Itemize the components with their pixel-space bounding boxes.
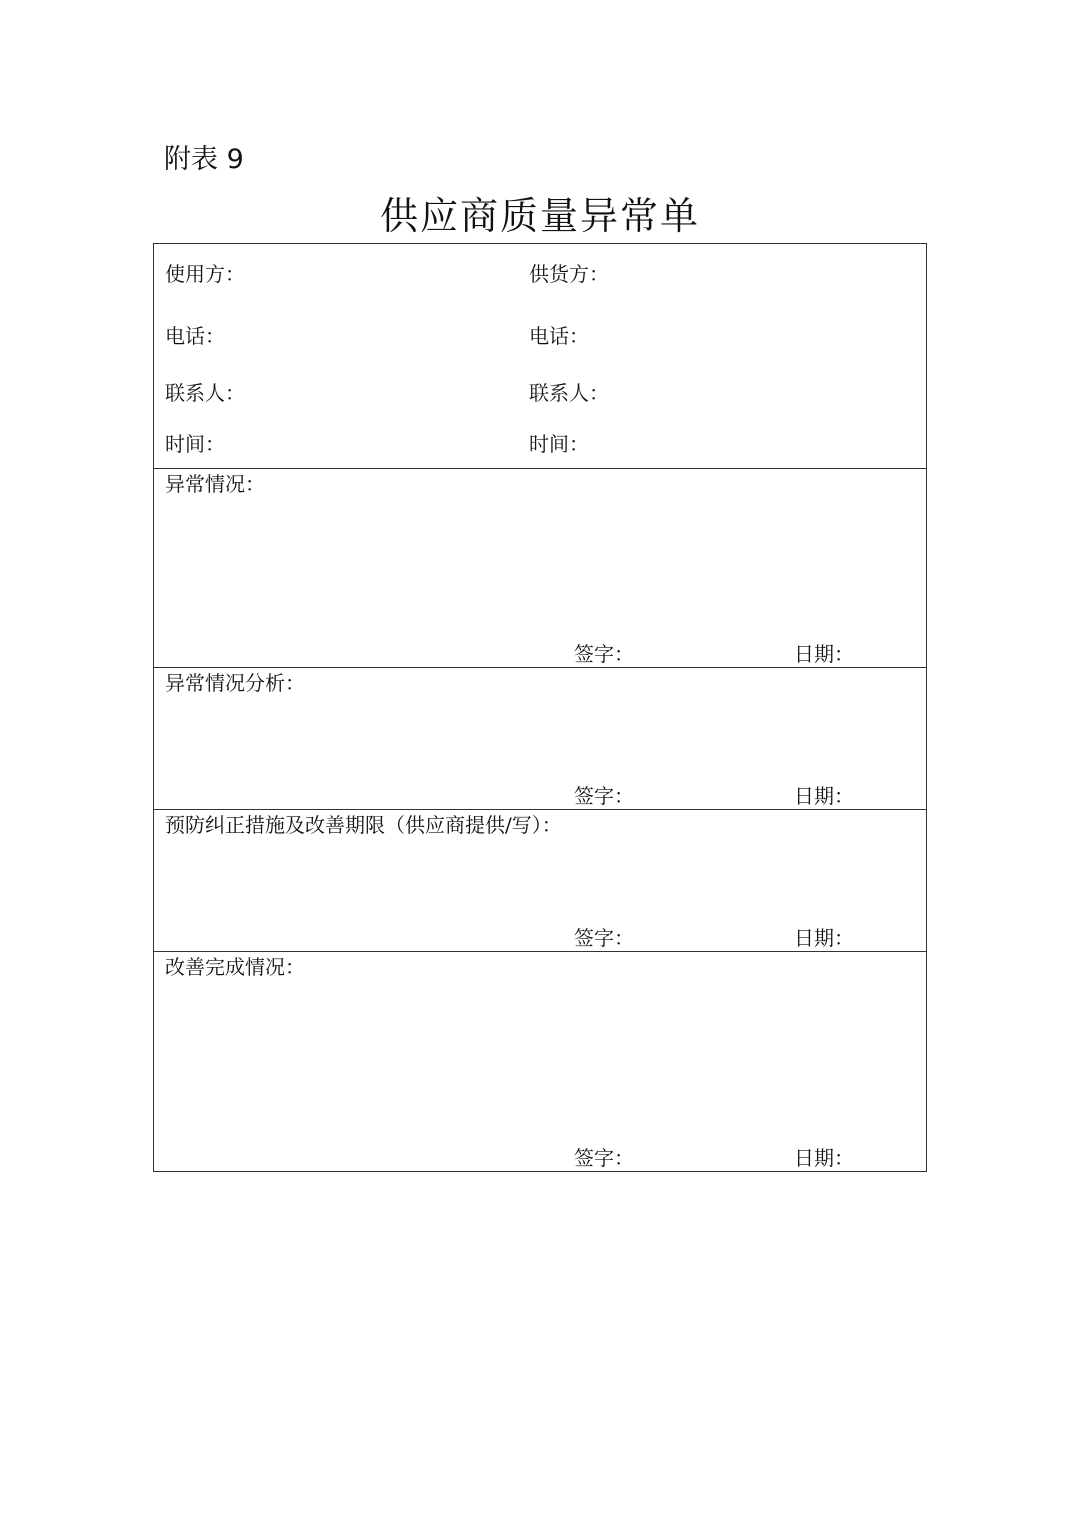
party-info-section [154, 244, 926, 469]
corrective-measures-section [154, 810, 926, 952]
user-party-label: 使用方： [165, 262, 245, 286]
form-title: 供应商质量异常单 [379, 194, 700, 238]
supplier-contact-label: 联系人： [529, 381, 609, 405]
supplier-phone-label: 电话： [529, 324, 589, 348]
date-label: 日期： [794, 784, 854, 808]
signature-label: 签字： [574, 926, 634, 950]
date-label: 日期： [794, 642, 854, 666]
improvement-completion-section [154, 952, 926, 1171]
section-label: 异常情况分析： [165, 671, 305, 695]
user-contact-label: 联系人： [165, 381, 245, 405]
supplier-time-label: 时间： [529, 432, 589, 456]
signature-label: 签字： [574, 784, 634, 808]
appendix-label: 附表 9 [164, 144, 244, 175]
user-phone-label: 电话： [165, 324, 225, 348]
signature-label: 签字： [574, 642, 634, 666]
section-label: 改善完成情况： [165, 955, 305, 979]
signature-label: 签字： [574, 1146, 634, 1170]
quality-abnormality-form [153, 243, 927, 1172]
section-label: 异常情况： [165, 472, 265, 496]
abnormal-situation-section [154, 469, 926, 668]
supplier-party-label: 供货方： [529, 262, 609, 286]
section-label: 预防纠正措施及改善期限（供应商提供/写）： [165, 813, 562, 837]
abnormal-analysis-section [154, 668, 926, 810]
date-label: 日期： [794, 1146, 854, 1170]
user-time-label: 时间： [165, 432, 225, 456]
date-label: 日期： [794, 926, 854, 950]
